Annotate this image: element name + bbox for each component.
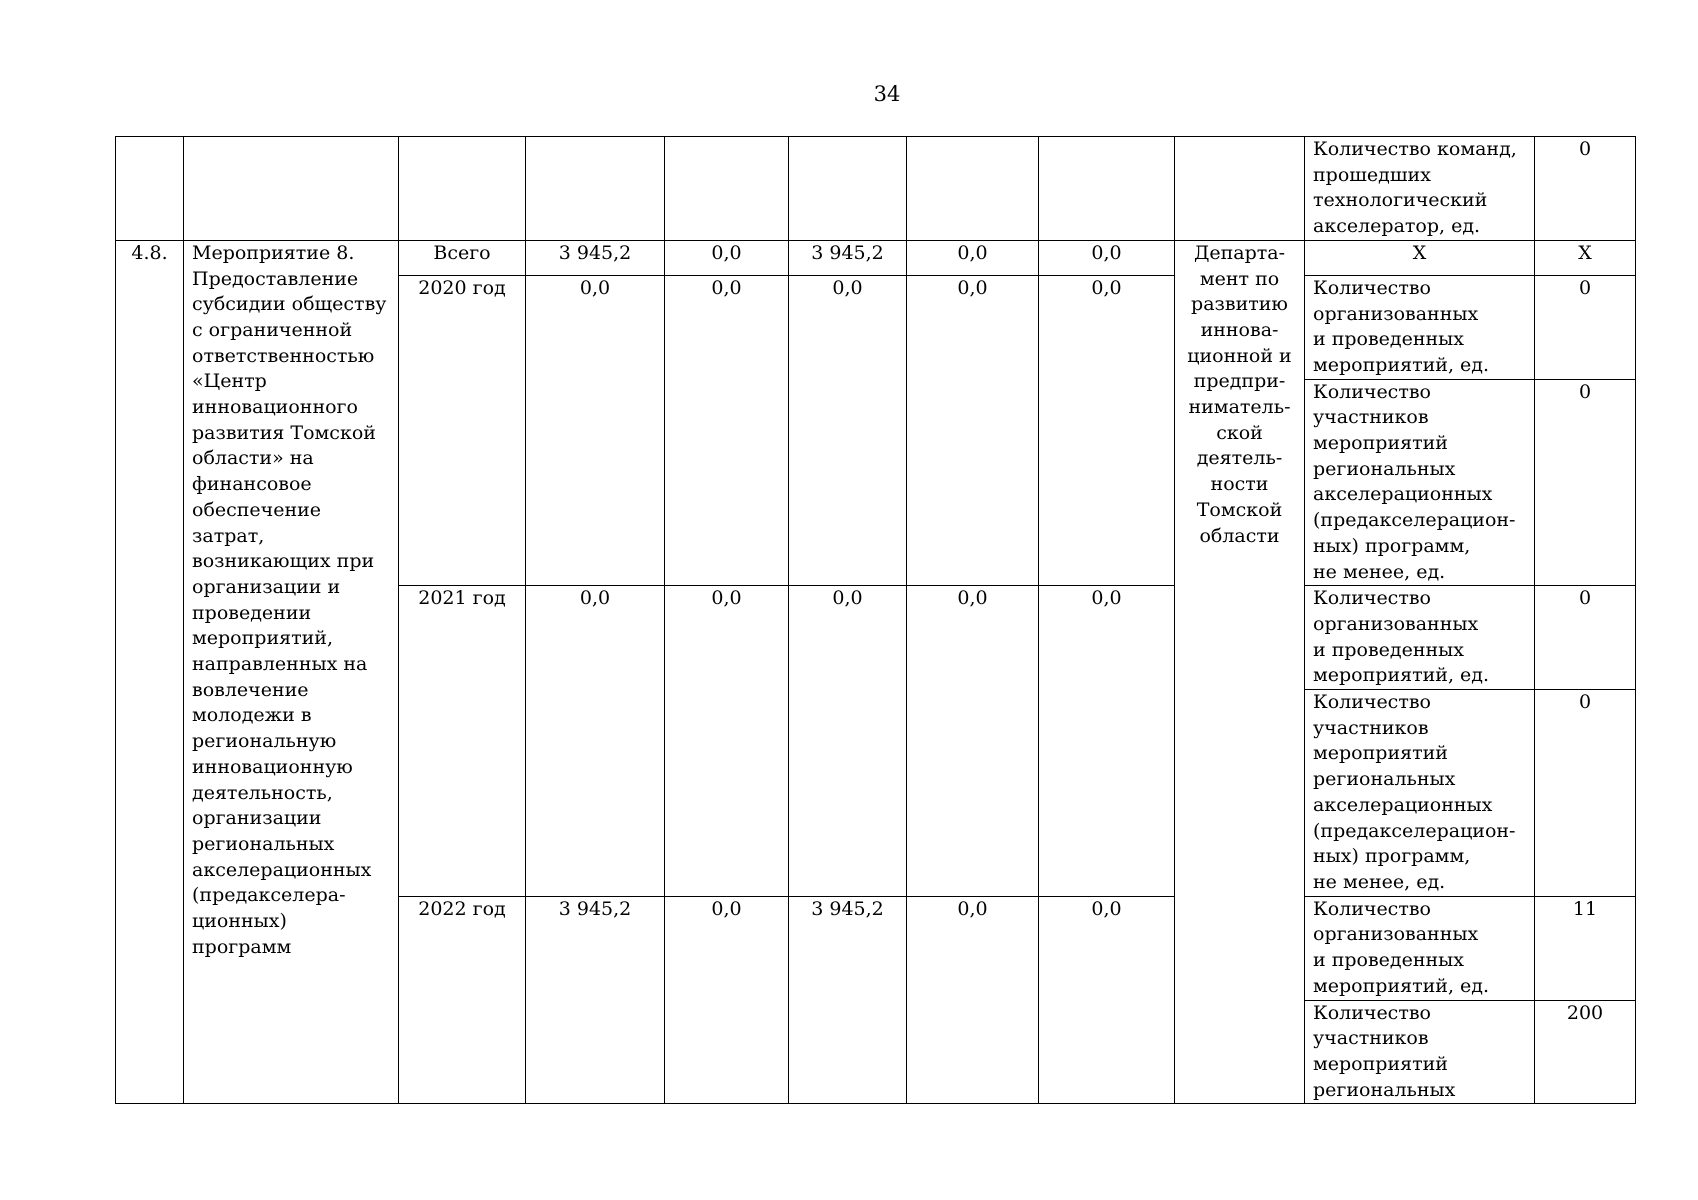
- text-line: мероприятий, ед.: [1313, 664, 1490, 687]
- text-line: «Центр: [192, 370, 267, 393]
- indicator-name: [1305, 1000, 1535, 1104]
- indicator-name: [1305, 379, 1535, 586]
- indicator-value: 0: [1535, 137, 1636, 241]
- text-line: ности: [1210, 473, 1269, 496]
- indicator-name: [1305, 586, 1535, 690]
- amount-cell: 0,0: [789, 586, 907, 896]
- text-line: (предакселера-: [192, 884, 346, 907]
- text-line: ответственностью: [192, 344, 375, 367]
- amount-cell: 0,0: [907, 275, 1039, 585]
- text-line: развития Томской: [192, 421, 376, 444]
- text-line: акселерационных: [192, 858, 372, 881]
- text-line: финансовое: [192, 473, 312, 496]
- text-line: Департа-: [1193, 241, 1286, 264]
- text-line: не менее, ед.: [1313, 560, 1446, 583]
- amount-cell: 0,0: [526, 586, 665, 896]
- text-line: инновационную: [192, 755, 353, 778]
- period-cell: 2020 год: [399, 275, 526, 585]
- amount-cell: 0,0: [907, 896, 1039, 1104]
- page-number: 34: [873, 82, 901, 106]
- text-line: и проведенных: [1313, 949, 1465, 972]
- text-line: и проведенных: [1313, 638, 1465, 661]
- text-line: ниматель-: [1188, 396, 1291, 419]
- text-line: деятель-: [1196, 447, 1283, 470]
- text-line: вовлечение: [192, 678, 309, 701]
- text-line: и проведенных: [1313, 328, 1465, 351]
- text-line: области: [1199, 524, 1280, 547]
- text-line: направленных на: [192, 653, 368, 676]
- indicator-name: X: [1305, 240, 1535, 275]
- indicator-name: [1305, 275, 1535, 379]
- empty-cell: [184, 137, 399, 241]
- text-line: организации и: [192, 575, 341, 598]
- measure-number: 4.8.: [116, 240, 184, 1104]
- indicator-value: 0: [1535, 379, 1636, 586]
- indicator-value: X: [1535, 240, 1636, 275]
- empty-cell: [399, 137, 526, 241]
- amount-cell: 0,0: [1039, 240, 1175, 275]
- text-line: мероприятий, ед.: [1313, 353, 1490, 376]
- empty-cell: [907, 137, 1039, 241]
- text-line: ционной и: [1187, 344, 1292, 367]
- text-line: региональных: [1313, 1078, 1456, 1101]
- indicator-name: [1305, 690, 1535, 897]
- text-line: Количество команд,: [1313, 138, 1517, 160]
- text-line: Количество: [1313, 276, 1431, 299]
- table-row: [116, 240, 1636, 275]
- text-line: мероприятий,: [192, 627, 333, 650]
- text-line: технологический: [1313, 189, 1488, 212]
- text-line: региональных: [1313, 768, 1456, 791]
- amount-cell: 3 945,2: [789, 896, 907, 1104]
- amount-cell: 0,0: [907, 240, 1039, 275]
- text-line: организованных: [1313, 302, 1479, 325]
- text-line: Количество: [1313, 587, 1431, 610]
- text-line: мероприятий: [1313, 742, 1448, 765]
- period-cell: 2021 год: [399, 586, 526, 896]
- measure-description: [184, 240, 399, 1104]
- text-line: ской: [1216, 421, 1263, 444]
- text-line: обеспечение затрат,: [192, 498, 322, 547]
- amount-cell: 0,0: [1039, 586, 1175, 896]
- text-line: (предакселерацион-: [1313, 819, 1516, 842]
- text-line: участников: [1313, 1027, 1429, 1050]
- amount-cell: 0,0: [526, 275, 665, 585]
- text-line: Количество: [1313, 380, 1431, 403]
- text-line: региональную: [192, 730, 337, 753]
- text-line: Количество: [1313, 691, 1431, 714]
- text-line: иннова-: [1200, 318, 1279, 341]
- text-line: ных) программ,: [1313, 845, 1471, 868]
- amount-cell: 0,0: [789, 275, 907, 585]
- text-line: Предоставление: [192, 267, 359, 290]
- indicator-value: 0: [1535, 275, 1636, 379]
- indicator-name: [1305, 137, 1535, 241]
- text-line: участников: [1313, 406, 1429, 429]
- empty-cell: [1175, 137, 1305, 241]
- text-line: ных) программ,: [1313, 534, 1471, 557]
- text-line: региональных: [192, 832, 335, 855]
- text-line: ционных) программ: [192, 910, 292, 958]
- amount-cell: 0,0: [1039, 275, 1175, 585]
- amount-cell: 0,0: [907, 586, 1039, 896]
- text-line: субсидии обществу: [192, 293, 387, 316]
- text-line: (предакселерацион-: [1313, 509, 1516, 532]
- empty-cell: [665, 137, 789, 241]
- empty-cell: [526, 137, 665, 241]
- text-line: акселерационных: [1313, 483, 1493, 506]
- indicator-value: 0: [1535, 690, 1636, 897]
- amount-cell: 0,0: [1039, 896, 1175, 1104]
- text-line: мент по: [1199, 267, 1280, 290]
- text-line: акселератор, ед.: [1313, 215, 1481, 238]
- text-line: мероприятий: [1313, 432, 1448, 455]
- amount-cell: 3 945,2: [526, 240, 665, 275]
- text-line: прошедших: [1313, 163, 1431, 186]
- text-line: с ограниченной: [192, 318, 353, 341]
- text-line: организации: [192, 807, 322, 830]
- period-cell: Всего: [399, 240, 526, 275]
- text-line: не менее, ед.: [1313, 870, 1446, 893]
- text-line: инновационного: [192, 396, 358, 419]
- indicator-name: [1305, 896, 1535, 1000]
- text-line: проведении: [192, 601, 312, 624]
- text-line: предпри-: [1193, 370, 1286, 393]
- amount-cell: 0,0: [665, 896, 789, 1104]
- table-row: [116, 137, 1636, 241]
- text-line: мероприятий: [1313, 1052, 1448, 1075]
- program-table: [115, 136, 1636, 1104]
- indicator-value: 11: [1535, 896, 1636, 1000]
- text-line: области» на: [192, 447, 314, 470]
- text-line: развитию: [1191, 293, 1288, 316]
- text-line: Томской: [1196, 498, 1283, 521]
- amount-cell: 0,0: [665, 240, 789, 275]
- text-line: участников: [1313, 716, 1429, 739]
- period-cell: 2022 год: [399, 896, 526, 1104]
- text-line: деятельность,: [192, 781, 333, 804]
- amount-cell: 3 945,2: [526, 896, 665, 1104]
- text-line: региональных: [1313, 457, 1456, 480]
- text-line: Количество: [1313, 897, 1431, 920]
- text-line: молодежи в: [192, 704, 312, 727]
- indicator-value: 200: [1535, 1000, 1636, 1104]
- amount-cell: 0,0: [665, 586, 789, 896]
- text-line: мероприятий, ед.: [1313, 974, 1490, 997]
- text-line: Количество: [1313, 1001, 1431, 1024]
- text-line: организованных: [1313, 612, 1479, 635]
- empty-cell: [116, 137, 184, 241]
- text-line: организованных: [1313, 923, 1479, 946]
- amount-cell: 3 945,2: [789, 240, 907, 275]
- amount-cell: 0,0: [665, 275, 789, 585]
- indicator-value: 0: [1535, 586, 1636, 690]
- text-line: возникающих при: [192, 550, 375, 573]
- empty-cell: [1039, 137, 1175, 241]
- executor-cell: [1175, 240, 1305, 1104]
- text-line: акселерационных: [1313, 793, 1493, 816]
- empty-cell: [789, 137, 907, 241]
- text-line: Мероприятие 8.: [192, 241, 355, 264]
